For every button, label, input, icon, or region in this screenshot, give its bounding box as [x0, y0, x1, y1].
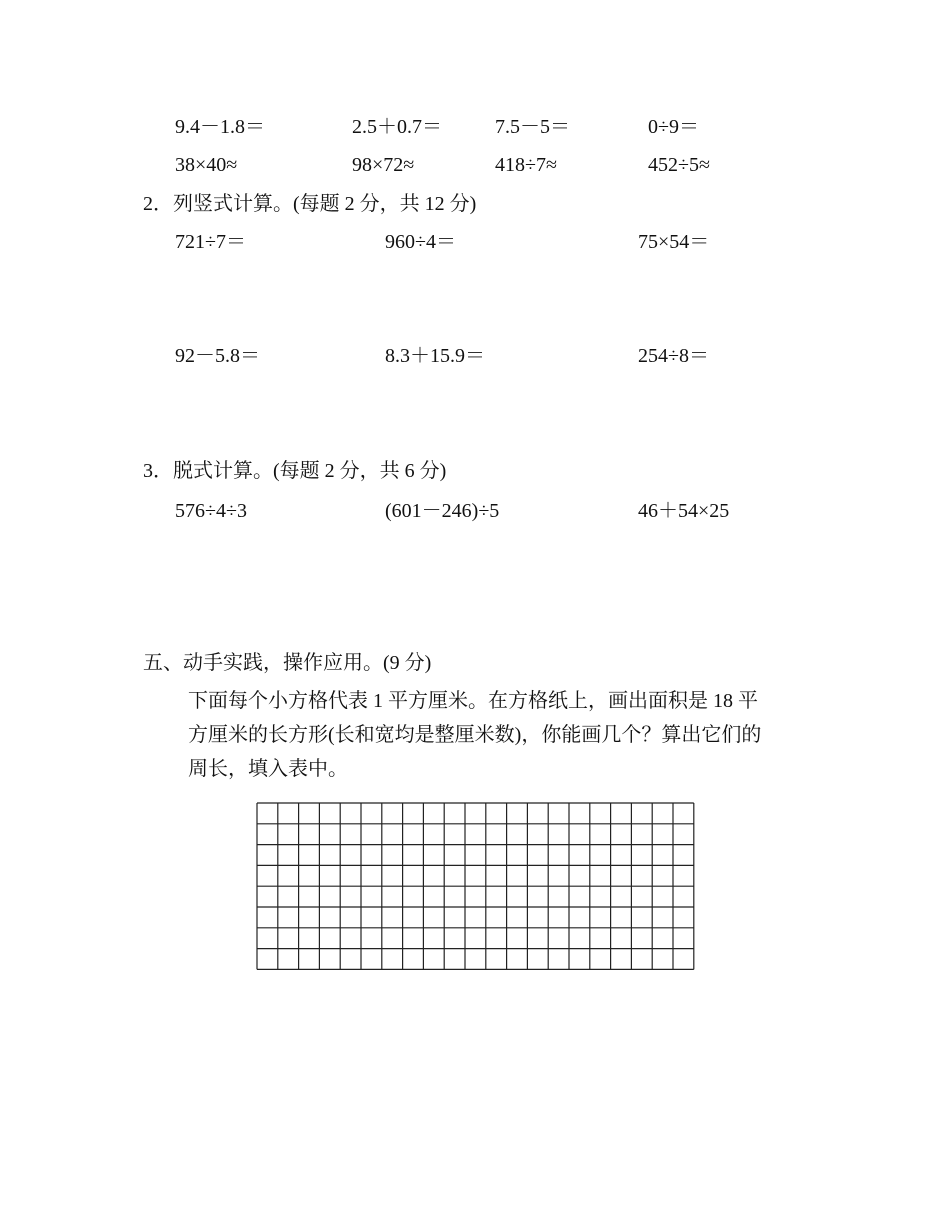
estimate-problem: 452÷5≈	[648, 154, 710, 176]
instruction-line: 方厘米的长方形(长和宽均是整厘米数)，你能画几个？算出它们的	[188, 724, 762, 746]
instruction-line: 周长，填入表中。	[188, 758, 348, 780]
estimate-problem: 98×72≈	[352, 154, 415, 176]
square-grid-paper	[256, 802, 698, 972]
stepwise-calc-problem: 576÷4÷3	[175, 500, 247, 522]
vertical-calc-problem: 960÷4＝	[385, 231, 456, 253]
vertical-calc-problem: 8.3＋15.9＝	[385, 345, 485, 367]
section5-instructions	[188, 684, 813, 786]
section5-title: 五、动手实践，操作应用。(9 分)	[143, 652, 432, 674]
stepwise-calc-problem: (601－246)÷5	[385, 500, 500, 522]
q2-title: 2．列竖式计算。(每题 2 分，共 12 分)	[143, 193, 477, 215]
stepwise-calc-problem: 46＋54×25	[638, 500, 730, 522]
instruction-line: 下面每个小方格代表 1 平方厘米。在方格纸上，画出面积是 18 平	[188, 690, 758, 712]
vertical-calc-problem: 75×54＝	[638, 231, 710, 253]
estimate-problem: 418÷7≈	[495, 154, 557, 176]
estimate-problem: 38×40≈	[175, 154, 238, 176]
oral-problem: 2.5＋0.7＝	[352, 116, 442, 138]
oral-problem: 7.5－5＝	[495, 116, 570, 138]
oral-problem: 0÷9＝	[648, 116, 699, 138]
q3-title: 3．脱式计算。(每题 2 分，共 6 分)	[143, 460, 447, 482]
vertical-calc-problem: 92－5.8＝	[175, 345, 260, 367]
oral-problem: 9.4－1.8＝	[175, 116, 265, 138]
vertical-calc-problem: 254÷8＝	[638, 345, 709, 367]
vertical-calc-problem: 721÷7＝	[175, 231, 246, 253]
